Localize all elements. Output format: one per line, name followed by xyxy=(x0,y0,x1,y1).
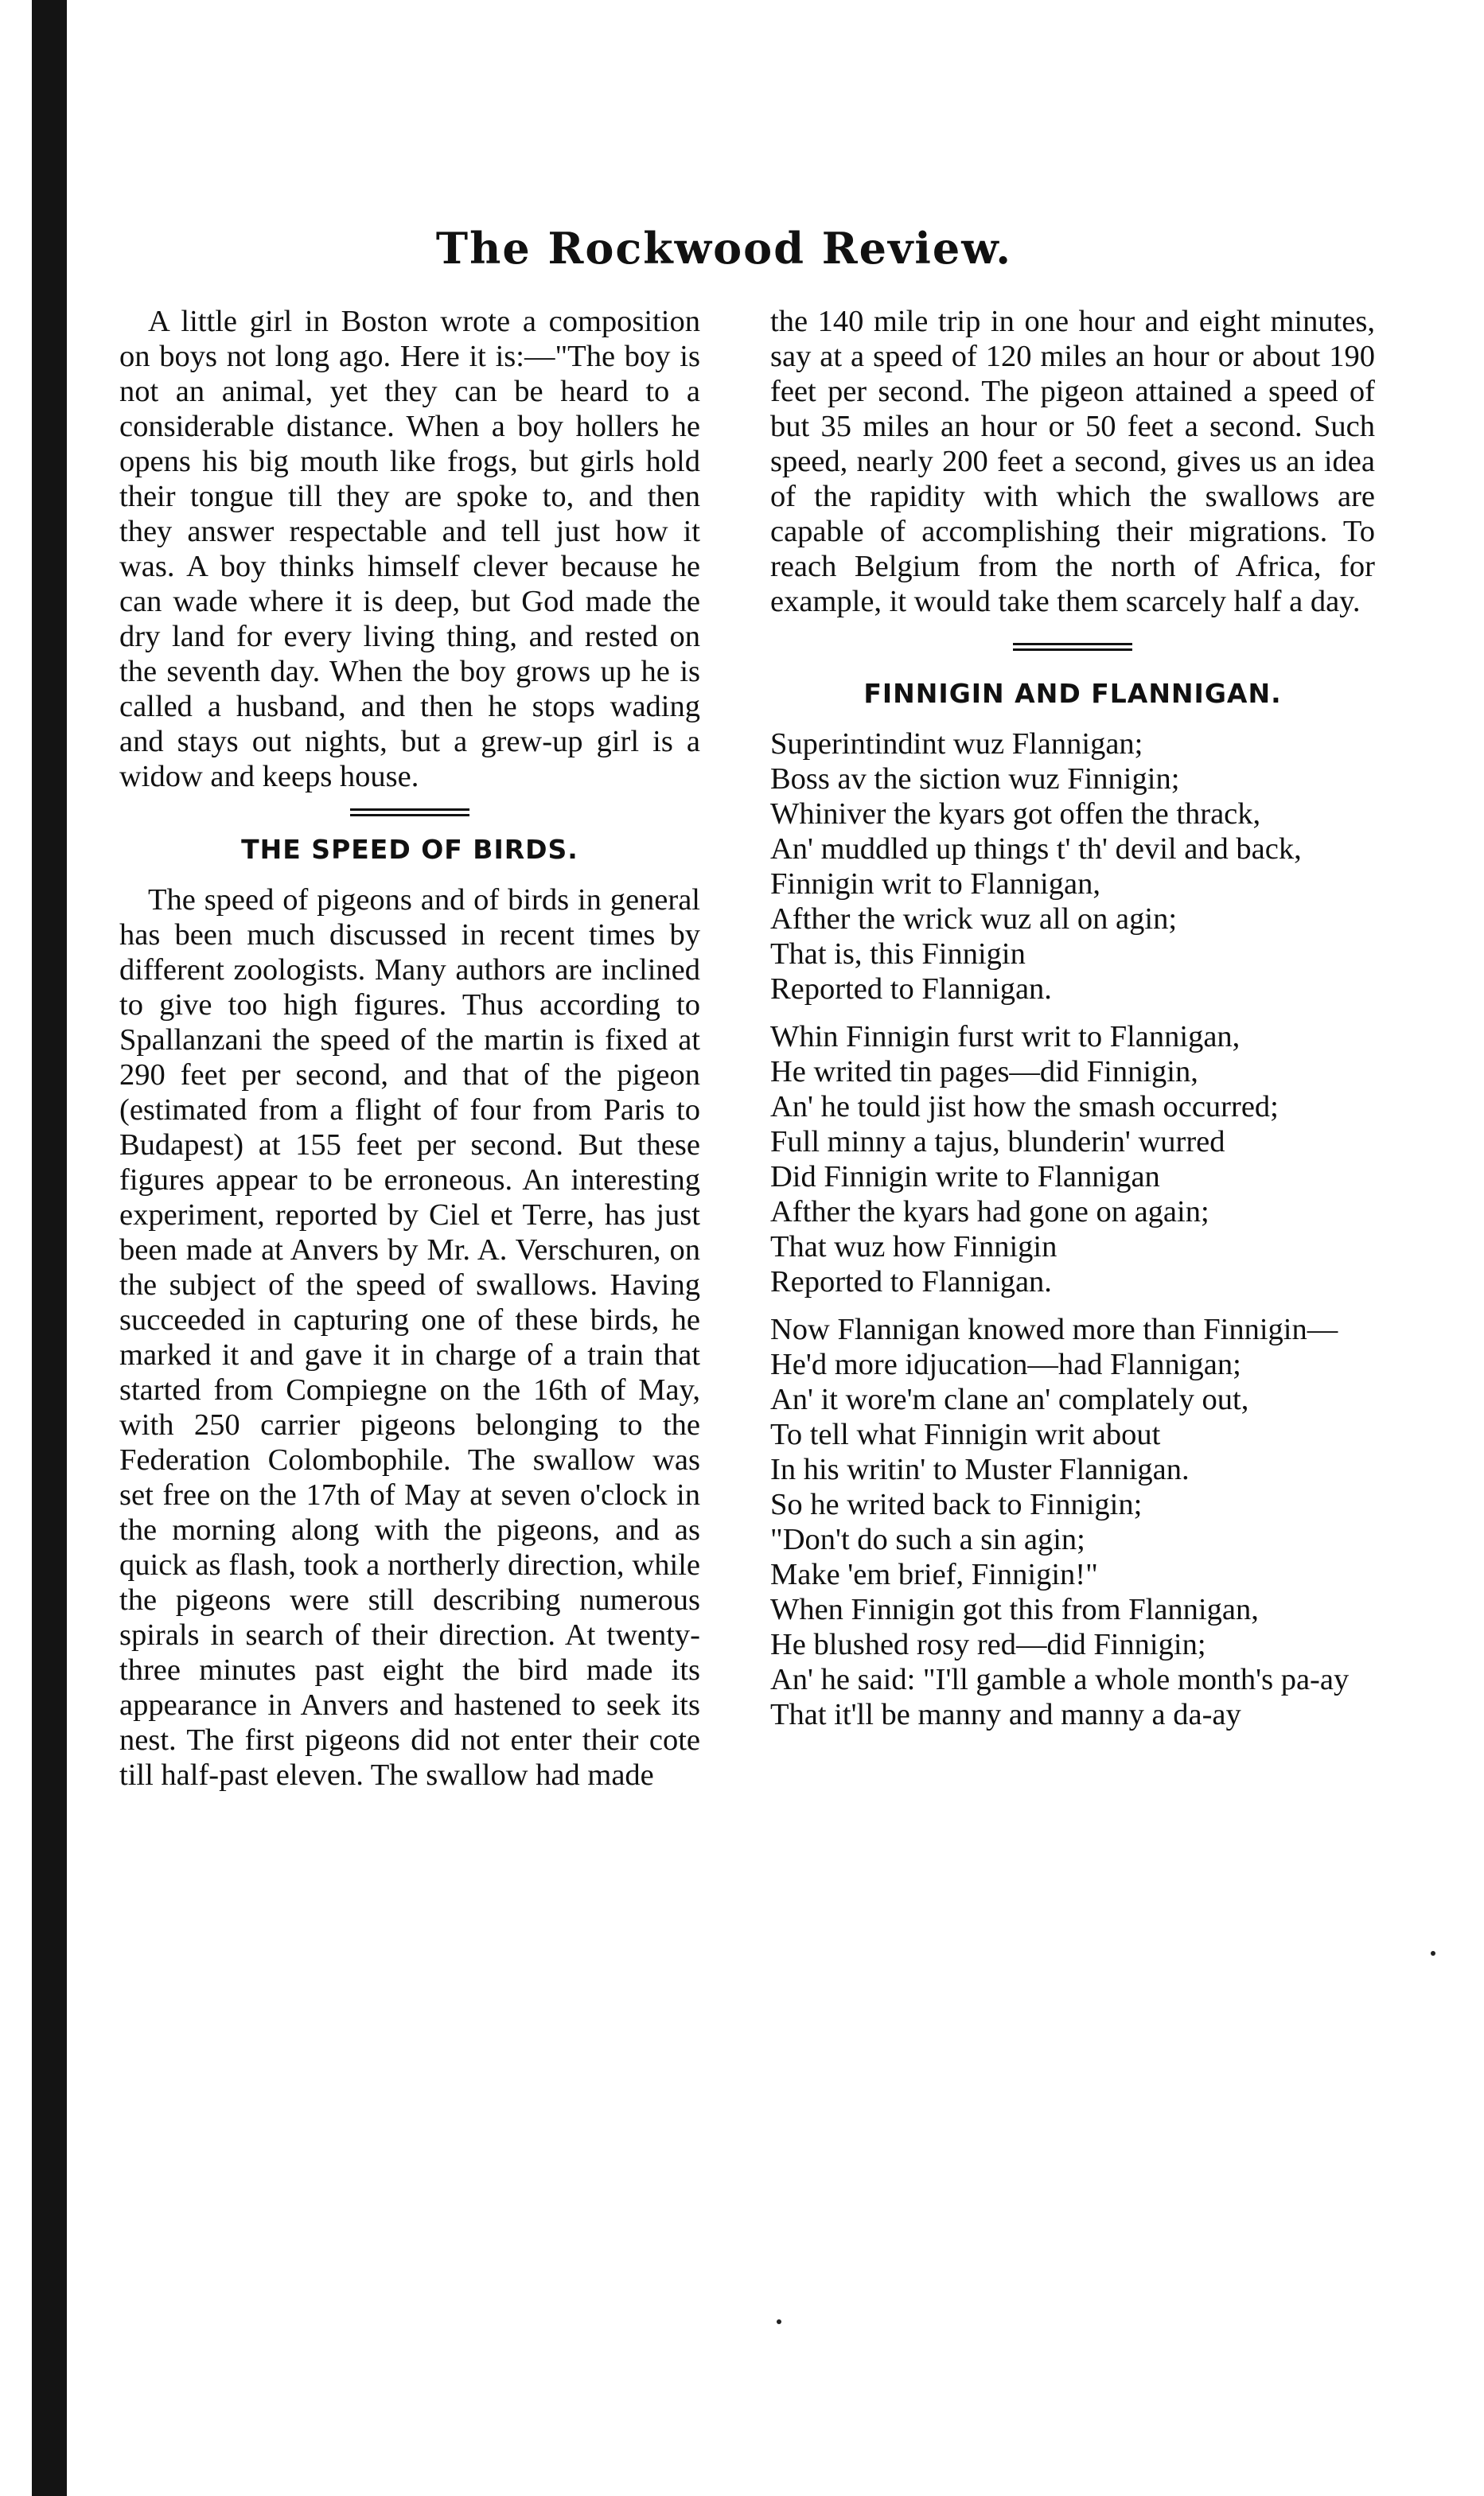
poem-line: Now Flannigan knowed more than Finnigin— xyxy=(770,1313,1338,1346)
print-speck xyxy=(777,2319,781,2324)
poem-stanza xyxy=(770,1019,1375,1299)
poem-line: That wuz how Finnigin xyxy=(770,1230,1057,1264)
intro-paragraph: A little girl in Boston wrote a composition on boys not long ago. Here it is:—"The boy is not an animal, yet they can be heard to a considerable distance. When a boy hollers he opens his big mouth like frogs, but girls hold their tongue till they are spoke to, and then they answer respectable and tell just how it was. A boy thinks himself clever because he can wade where it is deep, but God made the dry land for every living thing, and rested on the seventh day. When the boy grows up he is called a husband, and then he stops wading and stays out nights, but a grew-up girl is a widow and keeps house. xyxy=(119,305,700,793)
poem-line: That is, this Finnigin xyxy=(770,937,1026,971)
poem-line: He'd more idjucation—had Flannigan; xyxy=(770,1348,1241,1381)
poem-line: He writed tin pages—did Finnigin, xyxy=(770,1055,1198,1088)
poem-line: Boss av the siction wuz Finnigin; xyxy=(770,762,1180,796)
print-speck xyxy=(1431,1951,1435,1956)
poem-heading: FINNIGIN AND FLANNIGAN. xyxy=(863,678,1282,709)
poem-line: Did Finnigin write to Flannigan xyxy=(770,1160,1160,1193)
poem-line: Make 'em brief, Finnigin!" xyxy=(770,1558,1098,1591)
poem-line: Finnigin writ to Flannigan, xyxy=(770,867,1100,901)
poem-line: An' muddled up things t' th' devil and back, xyxy=(770,832,1302,866)
poem-line: He blushed rosy red—did Finnigin; xyxy=(770,1628,1206,1661)
poem-line: Afther the wrick wuz all on agin; xyxy=(770,902,1178,936)
masthead-title: The Rockwood Review. xyxy=(435,223,1013,274)
right-column xyxy=(770,304,1375,1745)
poem-stanza xyxy=(770,726,1375,1007)
poem-line: An' he said: "I'll gamble a whole month's pa-ay xyxy=(770,1663,1350,1696)
poem-line: Whiniver the kyars got offen the thrack, xyxy=(770,797,1261,831)
poem-line: To tell what Finnigin writ about xyxy=(770,1418,1161,1451)
continued-paragraph: the 140 mile trip in one hour and eight minutes, say at a speed of 120 miles an hour or about 190 feet per second. The pigeon attained a speed of but 35 miles an hour or 50 feet a second. Such speed, nearly 200 feet a second, gives us an idea of the rapidity with which the swallows are capable of accomplishing their migrations. To reach Belgium from the north of Africa, for example, it would take them scarcely half a day. xyxy=(770,305,1375,618)
article-heading: THE SPEED OF BIRDS. xyxy=(241,834,578,865)
poem-line: Full minny a tajus, blunderin' wurred xyxy=(770,1125,1225,1158)
poem-line: Reported to Flannigan. xyxy=(770,1265,1052,1299)
poem-line: Superintindint wuz Flannigan; xyxy=(770,727,1143,761)
poem-line: So he writed back to Finnigin; xyxy=(770,1488,1143,1521)
poem-line: Reported to Flannigan. xyxy=(770,972,1052,1006)
poem-line: When Finnigin got this from Flannigan, xyxy=(770,1593,1259,1626)
poem-stanza xyxy=(770,1312,1375,1732)
poem-line: Afther the kyars had gone on again; xyxy=(770,1195,1209,1229)
page-edge-border xyxy=(32,0,67,2496)
poem-line: An' it wore'm clane an' complately out, xyxy=(770,1383,1249,1416)
poem-line: In his writin' to Muster Flannigan. xyxy=(770,1453,1190,1486)
left-column xyxy=(119,304,700,1793)
poem-line: That it'll be manny and manny a da-ay xyxy=(770,1698,1241,1731)
section-divider xyxy=(1013,643,1132,651)
section-divider xyxy=(350,808,469,816)
poem-line: An' he tould jist how the smash occurred; xyxy=(770,1090,1279,1123)
poem-line: "Don't do such a sin agin; xyxy=(770,1523,1085,1556)
article-paragraph: The speed of pigeons and of birds in general has been much discussed in recent times by different zoologists. Many authors are inclined to give too high figures. Thus according to Spallanzani the speed of the martin is fixed at 290 feet per second, and that of the pigeon (estimated from a flight of four from Paris to Budapest) at 155 feet per second. But these figures appear to be erroneous. An interesting experiment, reported by Ciel et Terre, has just been made at Anvers by Mr. A. Verschuren, on the subject of the speed of swallows. Having succeeded in capturing one of these birds, he marked it and gave it in charge of a train that started from Compiegne on the 16th of May, with 250 carrier pigeons belonging to the Federation Colombophile. The swallow was set free on the 17th of May at seven o'clock in the morning along with the pigeons, and as quick as flash, took a northerly direction, while the pigeons were still describing numerous spirals in search of their direction. At twenty-three minutes past eight the bird made its appearance in Anvers and hastened to seek its nest. The first pigeons did not enter their cote till half-past eleven. The swallow had made xyxy=(119,883,700,1792)
poem-line: Whin Finnigin furst writ to Flannigan, xyxy=(770,1020,1241,1053)
